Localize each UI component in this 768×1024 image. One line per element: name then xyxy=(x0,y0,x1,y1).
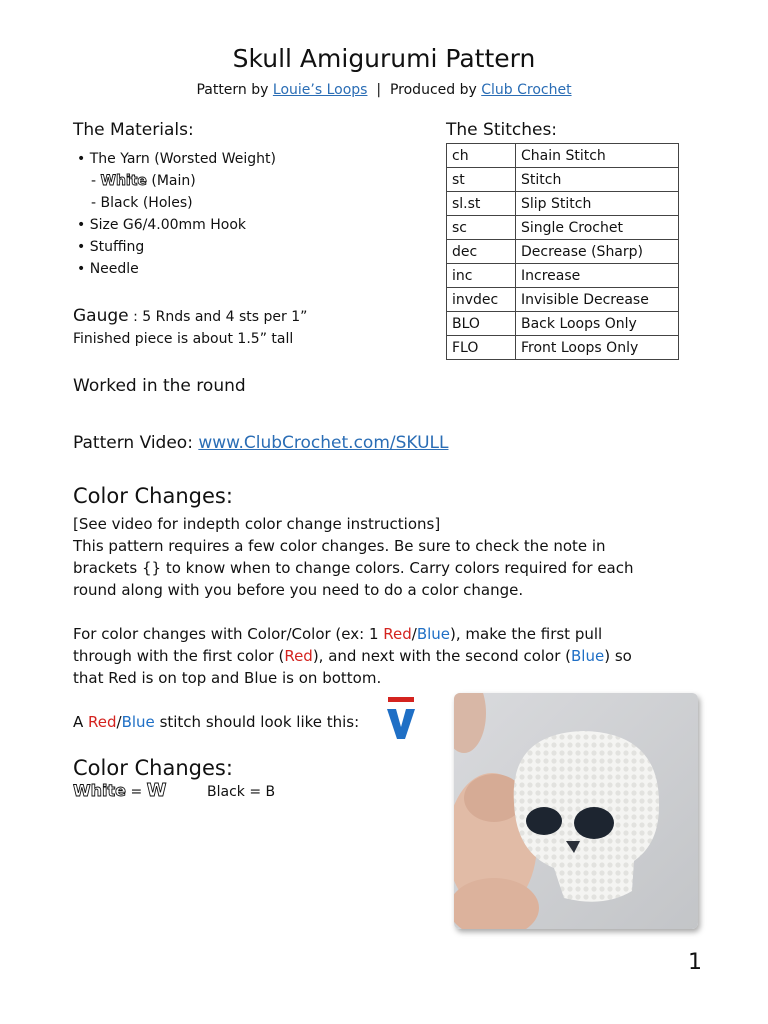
page-title: Skull Amigurumi Pattern xyxy=(232,44,536,73)
legend-heading: Color Changes: xyxy=(73,756,233,780)
w-outline-letter: W xyxy=(146,780,167,801)
stitch-abbr: invdec xyxy=(447,288,516,312)
red-blue-stitch-icon xyxy=(386,697,416,741)
stitch-row xyxy=(447,264,679,288)
stitches-table xyxy=(446,143,679,360)
stitch-desc: Chain Stitch xyxy=(516,144,679,168)
finished-size: Finished piece is about 1.5” tall xyxy=(73,331,294,347)
stitch-abbr: dec xyxy=(447,240,516,264)
stitch-desc: Front Loops Only xyxy=(516,336,679,360)
cc-line-7: that Red is on top and Blue is on bottom. xyxy=(73,669,382,687)
stitch-abbr: ch xyxy=(447,144,516,168)
stitch-row xyxy=(447,192,679,216)
stitch-row xyxy=(447,216,679,240)
stitch-desc: Stitch xyxy=(516,168,679,192)
stitch-desc: Decrease (Sharp) xyxy=(516,240,679,264)
stitch-abbr: FLO xyxy=(447,336,516,360)
stitch-abbr: inc xyxy=(447,264,516,288)
stitches-heading: The Stitches: xyxy=(446,120,558,140)
cc-line-6: through with the first color (Red), and next with the second color (Blue) so xyxy=(73,647,632,665)
stitch-desc: Back Loops Only xyxy=(516,312,679,336)
producer-link[interactable]: Club Crochet xyxy=(481,82,572,98)
legend-black: Black = B xyxy=(207,784,276,800)
material-hook: • Size G6/4.00mm Hook xyxy=(77,217,247,233)
gauge xyxy=(73,306,307,328)
stitch-row xyxy=(447,312,679,336)
video-link[interactable]: www.ClubCrochet.com/SKULL xyxy=(198,433,449,453)
stitch-abbr: BLO xyxy=(447,312,516,336)
cc-line-1: [See video for indepth color change instructions] xyxy=(73,515,441,533)
stitch-row xyxy=(447,336,679,360)
material-white: - White (Main) xyxy=(91,173,196,189)
color-changes-heading: Color Changes: xyxy=(73,484,233,508)
cc-line-4: round along with you before you need to do a color change. xyxy=(73,581,524,599)
material-stuffing: • Stuffing xyxy=(77,239,145,255)
cc-line-3: brackets {} to know when to change colors. Carry colors required for each xyxy=(73,559,634,577)
materials-heading: The Materials: xyxy=(73,120,194,140)
page-number: 1 xyxy=(688,950,702,975)
stitch-desc: Invisible Decrease xyxy=(516,288,679,312)
white-outline-word: White xyxy=(73,781,127,800)
stitch-row xyxy=(447,240,679,264)
stitch-abbr: sl.st xyxy=(447,192,516,216)
stitch-desc: Single Crochet xyxy=(516,216,679,240)
materials-list xyxy=(77,148,276,280)
material-needle: • Needle xyxy=(77,261,139,277)
material-yarn: • The Yarn (Worsted Weight) xyxy=(77,151,277,167)
byline-prefix: Pattern by xyxy=(196,82,273,98)
worked-in-round: Worked in the round xyxy=(73,376,246,396)
white-outline-word: White xyxy=(100,173,147,189)
stitch-row xyxy=(447,168,679,192)
gauge-text: : 5 Rnds and 4 sts per 1” xyxy=(128,309,308,325)
author-link[interactable]: Louie’s Loops xyxy=(272,82,368,98)
cc-line-8: A Red/Blue stitch should look like this: xyxy=(73,713,360,731)
crocheted-skull-illustration xyxy=(454,693,698,929)
gauge-label: Gauge xyxy=(73,306,129,326)
cc-line-2: This pattern requires a few color changes. Be sure to check the note in xyxy=(73,537,606,555)
byline-separator: | Produced by xyxy=(367,82,482,98)
skull-photo xyxy=(454,693,698,929)
legend-white: White = W xyxy=(73,780,167,801)
material-black: - Black (Holes) xyxy=(91,195,193,211)
stitch-row xyxy=(447,144,679,168)
stitch-row xyxy=(447,288,679,312)
stitch-desc: Increase xyxy=(516,264,679,288)
byline xyxy=(0,82,768,98)
cc-line-5: For color changes with Color/Color (ex: 1 Red/Blue), make the first pull xyxy=(73,625,603,643)
pattern-video xyxy=(73,433,448,453)
video-label: Pattern Video: xyxy=(73,433,199,453)
stitch-abbr: st xyxy=(447,168,516,192)
stitch-desc: Slip Stitch xyxy=(516,192,679,216)
stitch-abbr: sc xyxy=(447,216,516,240)
